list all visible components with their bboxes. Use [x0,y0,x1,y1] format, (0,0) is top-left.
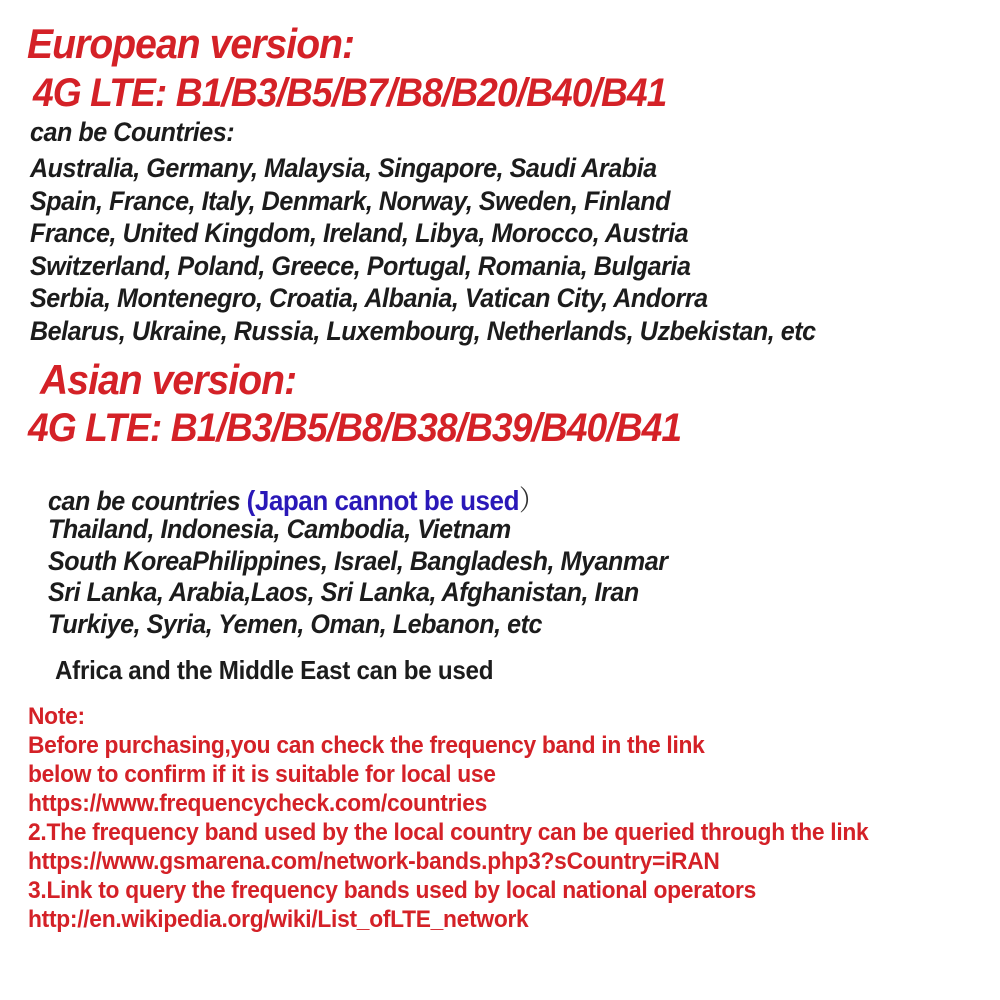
asian-lte-bands: 4G LTE: B1/B3/B5/B8/B38/B39/B40/B41 [28,406,682,450]
asian-countries-label-line [48,479,545,519]
asian-version-title: Asian version: [40,356,297,403]
european-country-list [30,152,875,347]
european-countries-label: can be Countries: [30,117,235,147]
url-text: http://en.wikipedia.org/wiki/List_ofLTE_network [28,906,529,933]
country-line: Spain, France, Italy, Denmark, Norway, Sweden, Finland [30,185,671,216]
note-line: 2.The frequency band used by the local country can be queried through the link [28,819,869,846]
japan-restriction-note: (Japan cannot be used [246,485,520,516]
note-line: 3.Link to query the frequency bands used by local national operators [28,877,757,904]
country-line: Belarus, Ukraine, Russia, Luxembourg, Netherlands, Uzbekistan, etc [30,315,816,346]
country-line: Turkiye, Syria, Yemen, Oman, Lebanon, etc [48,608,543,639]
country-line: Australia, Germany, Malaysia, Singapore, Saudi Arabia [30,153,657,183]
country-line: Serbia, Montenegro, Croatia, Albania, Vatican City, Andorra [30,283,708,313]
country-line: France, United Kingdom, Ireland, Libya, Morocco, Austria [30,218,689,248]
africa-middle-east-note: Africa and the Middle East can be used [55,655,494,685]
note-line: below to confirm if it is suitable for local use [28,761,496,788]
country-line: Thailand, Indonesia, Cambodia, Vietnam [48,514,511,544]
country-line: Sri Lanka, Arabia,Laos, Sri Lanka, Afghanistan, Iran [48,577,639,607]
country-line: South KoreaPhilippines, Israel, Bangladesh, Myanmar [48,545,668,576]
url-text: https://www.frequencycheck.com/countries [28,790,487,817]
note-section [28,702,932,934]
japan-note-close-paren: ） [519,485,545,516]
note-line: Before purchasing,you can check the frequency band in the link [28,732,705,759]
european-lte-bands: 4G LTE: B1/B3/B5/B7/B8/B20/B40/B41 [33,71,667,115]
european-version-title: European version: [27,20,355,67]
note-label: Note: [28,703,85,730]
country-line: Switzerland, Poland, Greece, Portugal, Romania, Bulgaria [30,250,691,281]
url-text: https://www.gsmarena.com/network-bands.php3?sCountry=iRAN [28,848,720,875]
asian-countries-label: can be countries [48,486,247,516]
asian-country-list [48,514,714,640]
